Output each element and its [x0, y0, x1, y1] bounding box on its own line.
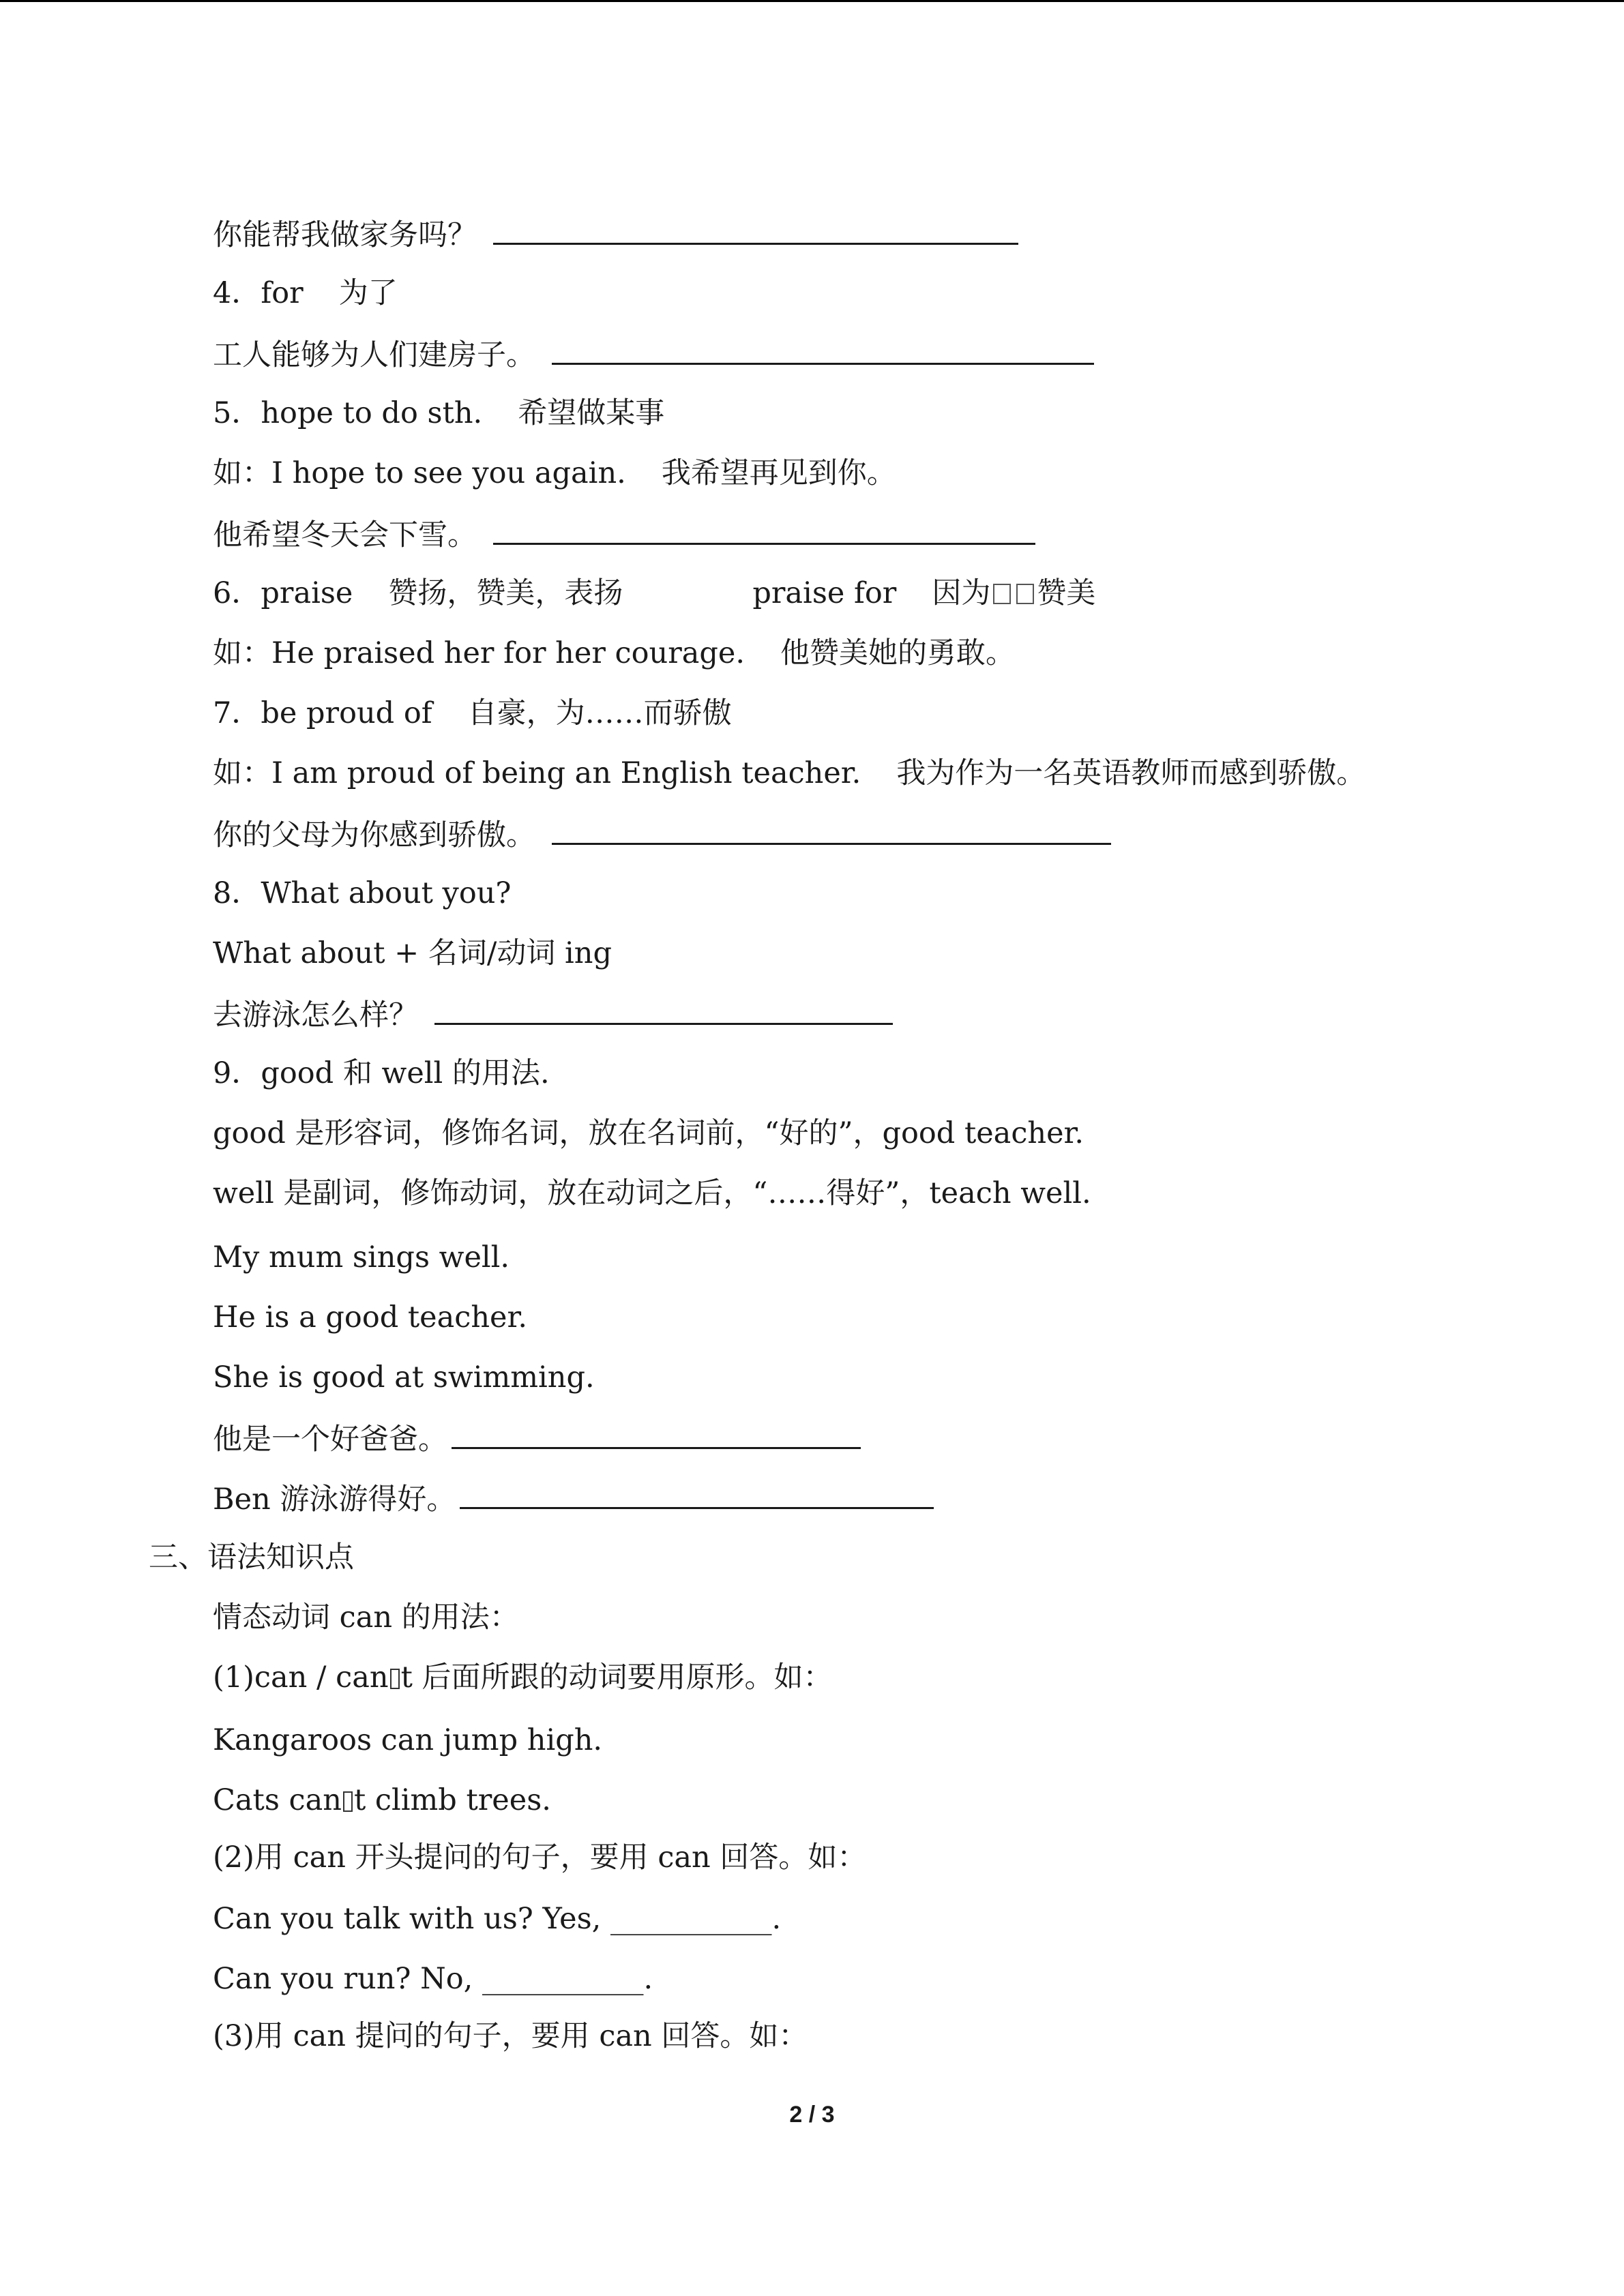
line-text: good 是形容词，修饰名词，放在名词前，“好的”，good teacher.: [213, 1116, 1084, 1150]
item-meaning: 为了: [338, 276, 398, 310]
item-meaning-2a: 因为: [932, 576, 991, 610]
page-top-border: [0, 0, 1624, 2]
line-text-part: .: [643, 1962, 653, 1996]
grammar-rule-3: [213, 2016, 808, 2057]
section-heading-grammar: [149, 1537, 354, 1578]
line-text: What about + 名词/动词 ing: [213, 936, 612, 970]
heading-item-4: [213, 273, 398, 314]
grammar-rule-2: [213, 1837, 866, 1878]
answer-blank[interactable]: [493, 513, 1035, 545]
item-meaning: 自豪，为……而骄傲: [467, 696, 732, 730]
example-praise: [213, 633, 1015, 674]
line-text: 他希望冬天会下雪。: [213, 518, 477, 552]
answer-blank[interactable]: ___________: [610, 1902, 772, 1936]
line-text-part: t climb trees.: [353, 1783, 551, 1817]
line-exercise-good-father: [213, 1417, 861, 1460]
example-cn: 他赞美她的勇敢。: [780, 636, 1016, 670]
line-text-part: .: [771, 1902, 782, 1936]
line-text: Ben 游泳游得好。: [213, 1482, 456, 1517]
heading-item-5: [213, 393, 664, 434]
section-title: 三、语法知识点: [149, 1540, 354, 1575]
example-en: 如：I hope to see you again.: [213, 456, 626, 490]
rule-good: [213, 1113, 1084, 1154]
line-text: (3)用 can 提问的句子，要用 can 回答。如：: [213, 2019, 808, 2053]
example-en: 如：He praised her for her courage.: [213, 636, 745, 670]
line-text: 你能帮我做家务吗？: [213, 218, 477, 252]
example-cats: [213, 1780, 551, 1821]
heading-item-6: [213, 573, 1095, 614]
item-term: 9．good 和 well 的用法.: [213, 1056, 550, 1090]
item-term: 5．hope to do sth.: [213, 396, 483, 430]
line-text-part: Cats can: [213, 1783, 342, 1817]
line-text: My mum sings well.: [213, 1240, 510, 1274]
item-meaning: 希望做某事: [518, 396, 665, 430]
line-text: He is a good teacher.: [213, 1300, 527, 1335]
line-text-part: (1)can / can: [213, 1660, 389, 1695]
line-text: well 是副词，修饰动词，放在动词之后，“……得好”，teach well.: [213, 1176, 1091, 1210]
line-text-part: Can you run? No,: [213, 1962, 482, 1996]
line-text: 他是一个好爸爸。: [213, 1422, 447, 1457]
answer-blank[interactable]: [552, 333, 1094, 365]
line-text: (2)用 can 开头提问的句子，要用 can 回答。如：: [213, 1840, 867, 1875]
rule-well: [213, 1173, 1091, 1214]
line-text: Kangaroos can jump high.: [213, 1723, 603, 1757]
exercise-can-you-run: [213, 1958, 653, 1999]
grammar-intro-can: [213, 1597, 519, 1638]
line-text-part: t 后面所跟的动词要用原形。如：: [400, 1660, 833, 1695]
example-kangaroos: [213, 1720, 602, 1761]
line-exercise-ben-swims: [213, 1477, 934, 1520]
line-text: 去游泳怎么样？: [213, 998, 418, 1032]
line-exercise-parents: [213, 813, 1111, 856]
line-text: She is good at swimming.: [213, 1360, 595, 1395]
example-cn: 我为作为一名英语教师而感到骄傲。: [896, 756, 1366, 790]
grammar-rule-1: [213, 1657, 833, 1698]
missing-apostrophe-glyph: [343, 1791, 353, 1812]
line-exercise-workers: [213, 333, 1094, 376]
item-term: 7．be proud of: [213, 696, 432, 730]
item-term: 4．for: [213, 276, 304, 310]
pattern-what-about: [213, 933, 612, 974]
exercise-talk-with-us: [213, 1898, 781, 1939]
answer-blank[interactable]: [434, 993, 893, 1025]
example-en: 如：I am proud of being an English teacher.: [213, 756, 861, 790]
heading-item-7: [213, 693, 732, 734]
item-meaning: 赞扬，赞美，表扬: [388, 576, 623, 610]
answer-blank[interactable]: ___________: [482, 1962, 644, 1996]
heading-item-9: [213, 1053, 550, 1094]
answer-blank[interactable]: [493, 213, 1018, 245]
missing-apostrophe-glyph: [390, 1669, 400, 1689]
example-cn: 我希望再见到你。: [661, 456, 896, 490]
missing-glyph-box: [993, 584, 1011, 604]
answer-blank[interactable]: [452, 1417, 861, 1449]
page-number: 2 / 3: [789, 2102, 835, 2128]
example-proud: [213, 753, 1365, 794]
example-sings-well: [213, 1237, 510, 1278]
answer-blank[interactable]: [460, 1477, 934, 1509]
answer-blank[interactable]: [552, 813, 1111, 845]
heading-item-8: [213, 873, 511, 914]
item-term: 6．praise: [213, 576, 353, 610]
example-good-at: [213, 1357, 595, 1398]
line-text: 工人能够为人们建房子。: [213, 338, 535, 372]
line-exercise-housework: [213, 213, 1018, 256]
item-meaning-2b: 赞美: [1037, 576, 1096, 610]
item-term: 8．What about you?: [213, 876, 512, 910]
line-text: 你的父母为你感到骄傲。: [213, 818, 535, 852]
line-text: 情态动词 can 的用法：: [213, 1600, 519, 1635]
line-text-part: Can you talk with us? Yes,: [213, 1902, 611, 1936]
example-hope: [213, 453, 896, 494]
missing-glyph-box: [1016, 584, 1034, 604]
example-good-teacher: [213, 1297, 527, 1338]
line-exercise-snow: [213, 513, 1035, 556]
line-exercise-swim: [213, 993, 893, 1036]
item-term-2: praise for: [752, 576, 897, 610]
